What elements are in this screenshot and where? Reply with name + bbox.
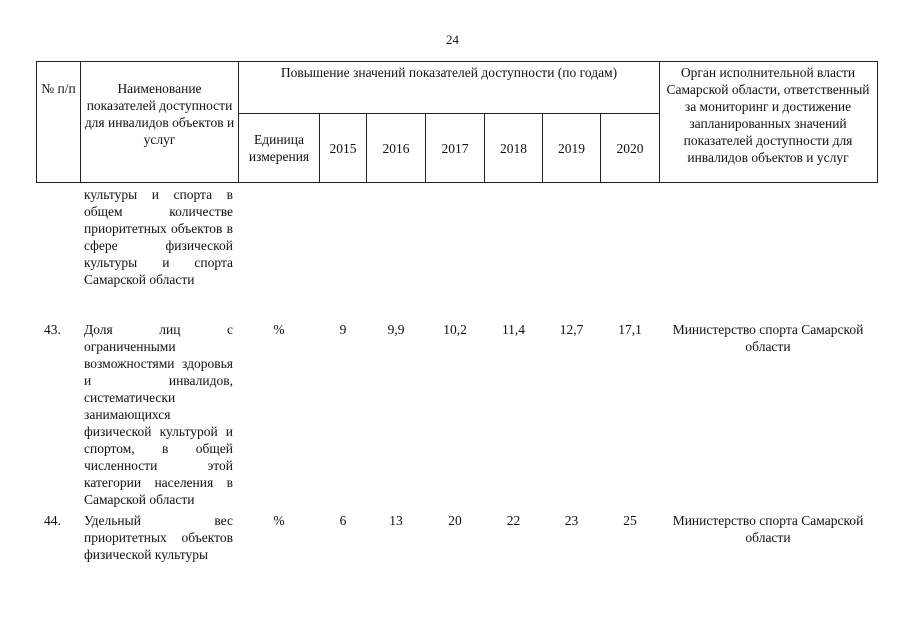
row-value-2017: 20 <box>448 513 462 528</box>
header-year-2016: 2016 <box>382 141 410 156</box>
header-bottom-border <box>36 182 878 183</box>
row-value-2020: 17,1 <box>618 322 642 337</box>
row-number: 43. <box>44 322 61 337</box>
header-year-2019: 2019 <box>558 141 585 156</box>
row-value-2018: 11,4 <box>501 322 526 337</box>
row-value-2019: 12,7 <box>559 322 584 337</box>
row-number: 44. <box>44 513 61 528</box>
page-number: 24 <box>446 32 459 47</box>
header-year-2015: 2015 <box>329 141 357 156</box>
header-col-number: № п/п <box>41 81 76 96</box>
header-border-2020 <box>659 61 660 183</box>
header-col-org: Орган исполнительной власти Самарской области, ответственный за мониторинг и достижение запланированных значений показателей доступности для инвалидов объектов и услуг <box>666 65 870 165</box>
row-name: Доля лиц с ограниченными возможностями здоровья и инвалидов, систематически занимающихся физической культурой и спортом, в общей численности этой категории населения в Самарской области <box>84 322 233 507</box>
header-border-num <box>80 61 81 183</box>
row-value-2016: 13 <box>389 513 403 528</box>
row-unit: % <box>273 322 285 337</box>
header-year-2020: 2020 <box>616 141 644 156</box>
header-year-2017: 2017 <box>441 141 469 156</box>
row-name: Удельный вес приоритетных объектов физической культуры <box>84 513 233 562</box>
row-value-2016: 9,9 <box>387 322 405 337</box>
row-value-2015: 6 <box>339 513 347 528</box>
header-border-name <box>238 61 239 183</box>
row-value-2017: 10,2 <box>443 322 467 337</box>
header-group-divider <box>238 113 659 114</box>
header-col-name: Наименование показателей доступности для инвалидов объектов и услуг <box>84 81 235 147</box>
row-unit: % <box>273 513 285 528</box>
row-value-2018: 22 <box>506 513 521 528</box>
header-border-right <box>877 61 878 183</box>
header-year-2018: 2018 <box>500 141 527 156</box>
header-unit: Единица измерения <box>248 132 310 164</box>
row-name: культуры и спорта в общем количестве приоритетных объектов в сфере физической культуры и спорта Самарской области <box>84 187 233 287</box>
row-value-2020: 25 <box>623 513 637 528</box>
row-value-2019: 23 <box>564 513 579 528</box>
row-value-2015: 9 <box>339 322 347 337</box>
header-group-title: Повышение значений показателей доступности (по годам) <box>280 65 618 80</box>
header-top-border <box>36 61 878 62</box>
row-org: Министерство спорта Самарской области <box>672 513 864 545</box>
row-org: Министерство спорта Самарской области <box>672 322 864 354</box>
